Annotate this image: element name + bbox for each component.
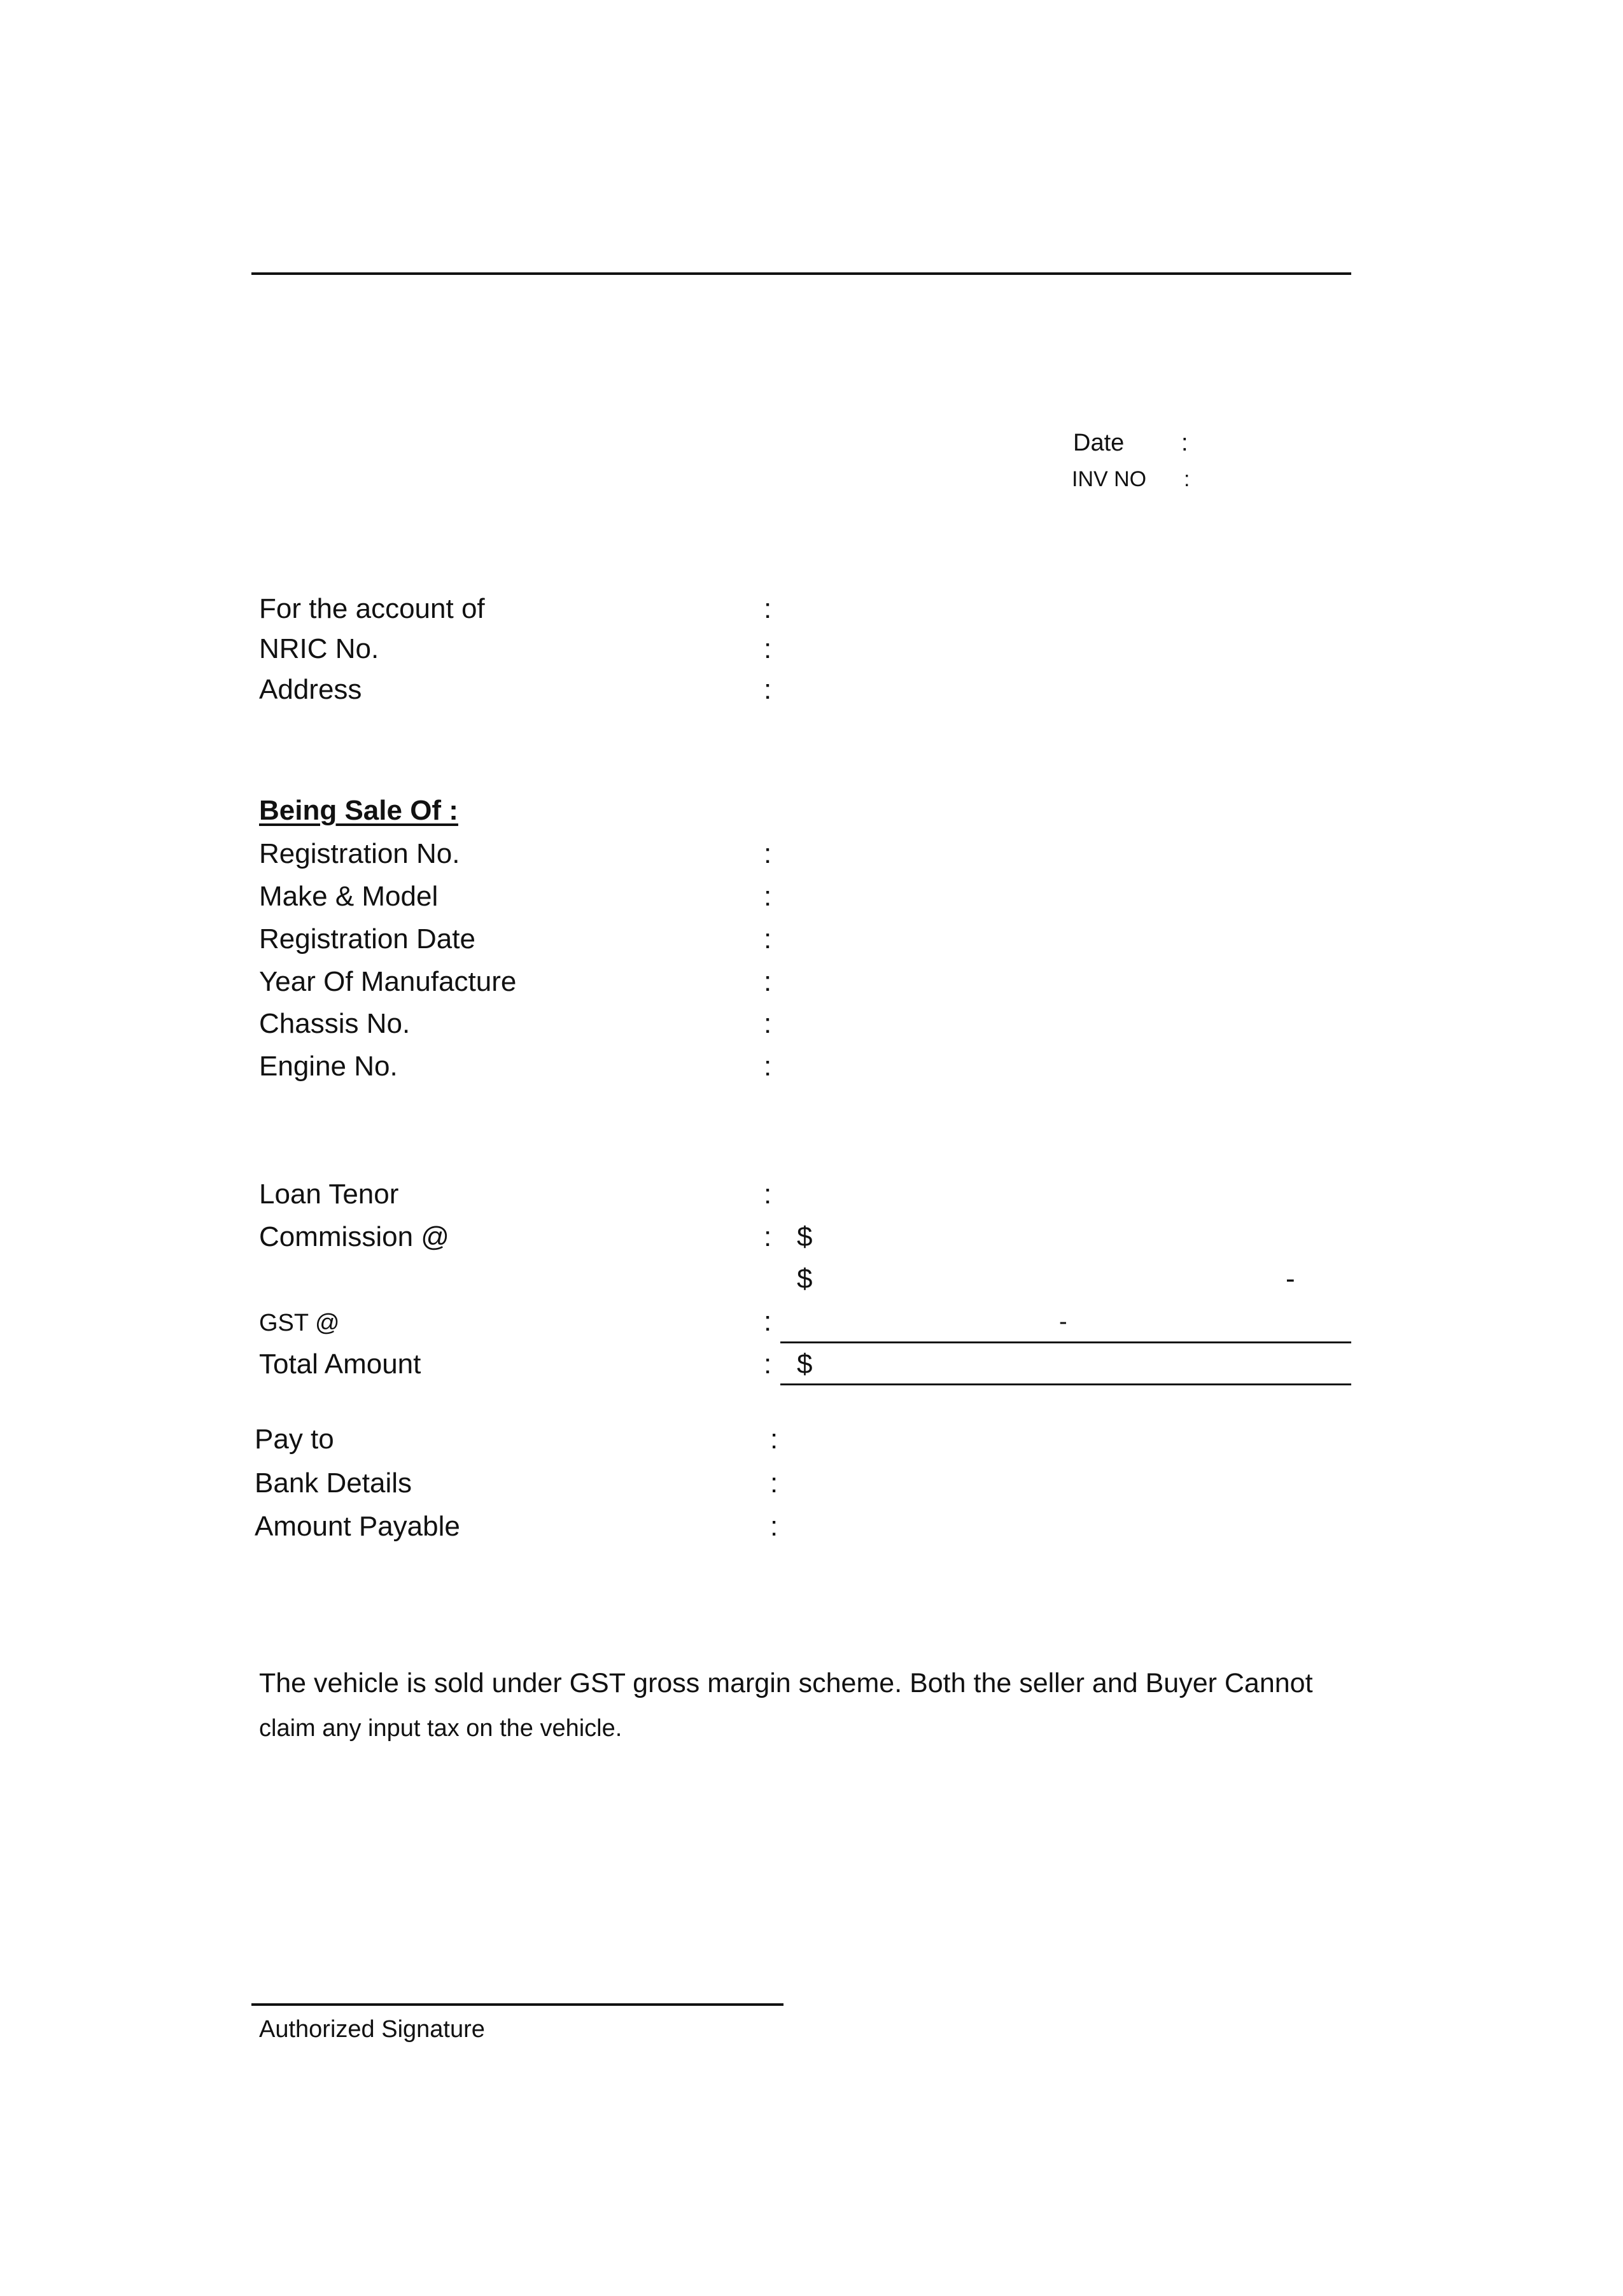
engine-no-colon: : bbox=[764, 1051, 772, 1082]
engine-no-label: Engine No. bbox=[259, 1051, 398, 1082]
inv-no-label: INV NO bbox=[1072, 467, 1147, 491]
loan-tenor-label: Loan Tenor bbox=[259, 1179, 399, 1210]
amount-payable-colon: : bbox=[770, 1511, 778, 1542]
nric-colon: : bbox=[764, 633, 772, 664]
signature-line bbox=[251, 2003, 783, 2006]
subtotal-currency: $ bbox=[797, 1263, 813, 1294]
year-manufacture-label: Year Of Manufacture bbox=[259, 966, 517, 997]
bank-details-colon: : bbox=[770, 1467, 778, 1499]
nric-label: NRIC No. bbox=[259, 633, 379, 664]
for-account-label: For the account of bbox=[259, 593, 485, 624]
chassis-no-label: Chassis No. bbox=[259, 1008, 411, 1039]
sale-heading: Being Sale Of : bbox=[259, 795, 458, 826]
registration-no-label: Registration No. bbox=[259, 838, 460, 869]
commission-label: Commission @ bbox=[259, 1221, 449, 1252]
address-label: Address bbox=[259, 674, 362, 705]
commission-colon: : bbox=[764, 1221, 772, 1252]
loan-tenor-colon: : bbox=[764, 1179, 772, 1210]
year-manufacture-colon: : bbox=[764, 966, 772, 997]
total-amount-colon: : bbox=[764, 1348, 772, 1380]
gst-dash: - bbox=[1059, 1308, 1067, 1335]
pay-to-label: Pay to bbox=[255, 1424, 334, 1455]
amount-payable-label: Amount Payable bbox=[255, 1511, 460, 1542]
date-colon: : bbox=[1181, 430, 1188, 456]
gst-note-line2: claim any input tax on the vehicle. bbox=[259, 1715, 622, 1742]
gst-label: GST @ bbox=[259, 1310, 340, 1336]
registration-date-colon: : bbox=[764, 923, 772, 955]
pay-to-colon: : bbox=[770, 1424, 778, 1455]
for-account-colon: : bbox=[764, 593, 772, 624]
date-label: Date bbox=[1073, 430, 1125, 456]
registration-date-label: Registration Date bbox=[259, 923, 475, 955]
bank-details-label: Bank Details bbox=[255, 1467, 412, 1499]
gst-colon: : bbox=[764, 1306, 772, 1337]
commission-currency: $ bbox=[797, 1221, 813, 1252]
header-divider bbox=[251, 272, 1351, 275]
make-model-colon: : bbox=[764, 881, 772, 912]
gst-underline bbox=[780, 1341, 1351, 1343]
inv-no-colon: : bbox=[1184, 467, 1190, 491]
subtotal-dash: - bbox=[1286, 1263, 1295, 1294]
address-colon: : bbox=[764, 674, 772, 705]
chassis-no-colon: : bbox=[764, 1008, 772, 1039]
total-amount-currency: $ bbox=[797, 1348, 813, 1380]
authorized-signature-label: Authorized Signature bbox=[259, 2016, 485, 2043]
total-amount-label: Total Amount bbox=[259, 1348, 421, 1380]
registration-no-colon: : bbox=[764, 838, 772, 869]
total-underline bbox=[780, 1383, 1351, 1385]
make-model-label: Make & Model bbox=[259, 881, 439, 912]
gst-note-line1: The vehicle is sold under GST gross margin scheme. Both the seller and Buyer Cannot bbox=[259, 1668, 1313, 1698]
